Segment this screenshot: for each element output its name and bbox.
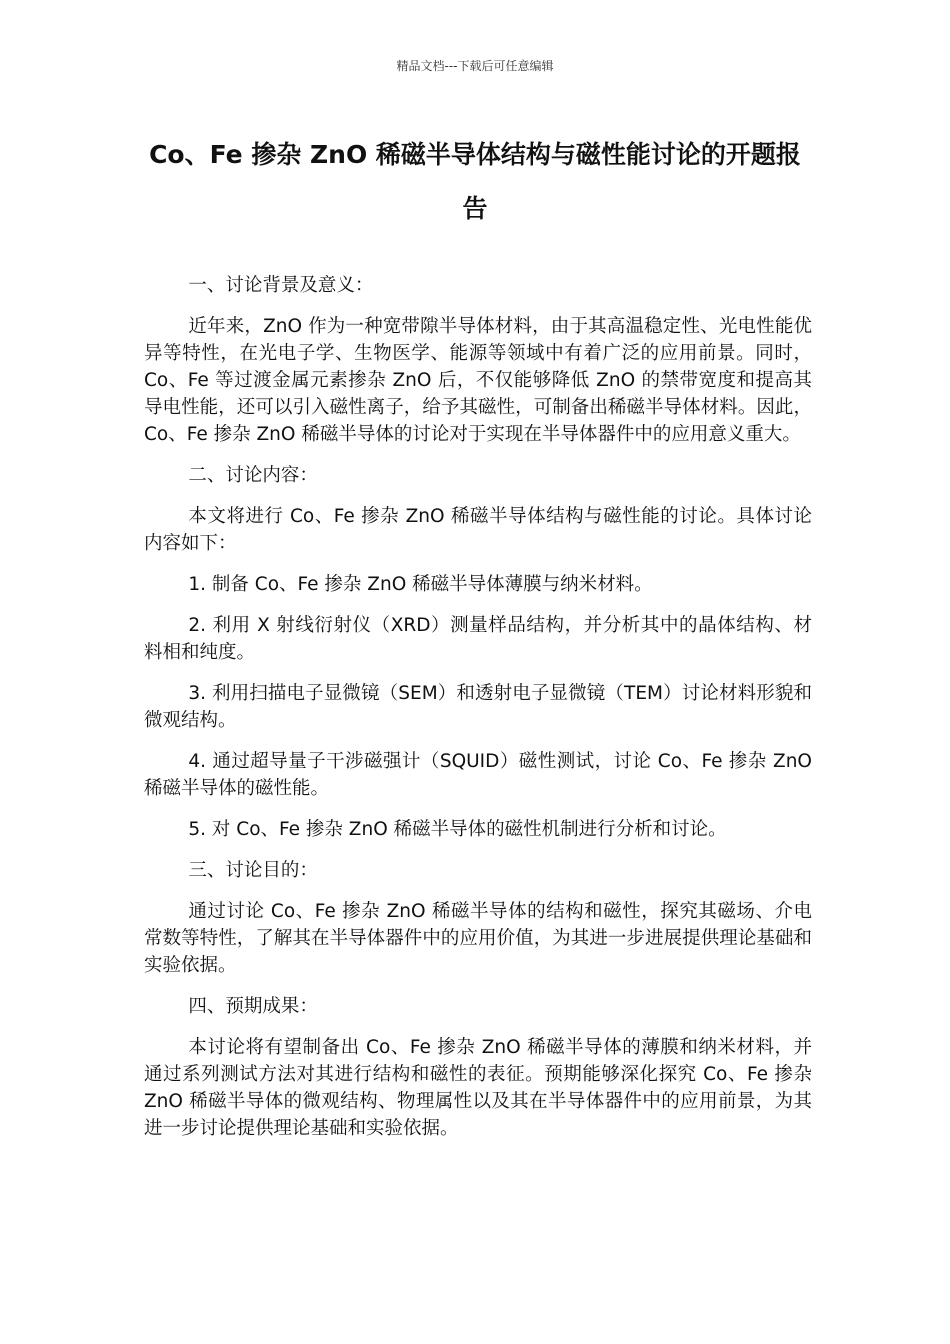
list-item-2: 2. 利用 X 射线衍射仪（XRD）测量样品结构，并分析其中的晶体结构、材料相和纯度。 <box>144 615 812 663</box>
paragraph-expected: 本讨论将有望制备出 Co、Fe 掺杂 ZnO 稀磁半导体的薄膜和纳米材料，并通过系列测试方法对其进行结构和磁性的表征。预期能够深化探究 Co、Fe 掺杂 ZnO 稀磁半导体的微观结构、物理属性以及其在半导体器件中的应用前景，为其进一步讨论提供理论基础和实验依据。 <box>144 1037 812 1139</box>
paragraph-purpose: 通过讨论 Co、Fe 掺杂 ZnO 稀磁半导体的结构和磁性，探究其磁场、介电常数等特性，了解其在半导体器件中的应用价值，为其进一步进展提供理论基础和实验依据。 <box>144 901 812 976</box>
section-heading-purpose: 三、讨论目的： <box>188 860 318 881</box>
list-item-1: 1. 制备 Co、Fe 掺杂 ZnO 稀磁半导体薄膜与纳米材料。 <box>188 574 653 595</box>
paragraph-content-intro: 本文将进行 Co、Fe 掺杂 ZnO 稀磁半导体结构与磁性能的讨论。具体讨论内容如下： <box>144 506 812 554</box>
section-heading-background: 一、讨论背景及意义： <box>188 275 374 296</box>
paragraph-background: 近年来，ZnO 作为一种宽带隙半导体材料，由于其高温稳定性、光电性能优异等特性，在光电子学、生物医学、能源等领域中有着广泛的应用前景。同时，Co、Fe 等过渡金属元素掺杂 ZnO 后，不仅能够降低 ZnO 的禁带宽度和提高其导电性能，还可以引入磁性离子，给予其磁性，可制备出稀磁半导体材料。因此，Co、Fe 掺杂 ZnO 稀磁半导体的讨论对于实现在半导体器件中的应用意义重大。 <box>144 316 812 445</box>
list-item-4: 4. 通过超导量子干涉磁强计（SQUID）磁性测试，讨论 Co、Fe 掺杂 ZnO 稀磁半导体的磁性能。 <box>144 751 812 799</box>
document-body <box>144 272 812 1156</box>
document-title: Co、Fe 掺杂 ZnO 稀磁半导体结构与磁性能讨论的开题报告 <box>149 140 801 223</box>
page-header: 精品文档---下载后可任意编辑 <box>396 59 554 73</box>
section-heading-expected: 四、预期成果： <box>188 996 318 1017</box>
list-item-3: 3. 利用扫描电子显微镜（SEM）和透射电子显微镜（TEM）讨论材料形貌和微观结构。 <box>144 683 812 731</box>
list-item-5: 5. 对 Co、Fe 掺杂 ZnO 稀磁半导体的磁性机制进行分析和讨论。 <box>188 819 727 840</box>
section-heading-content: 二、讨论内容： <box>188 465 318 486</box>
